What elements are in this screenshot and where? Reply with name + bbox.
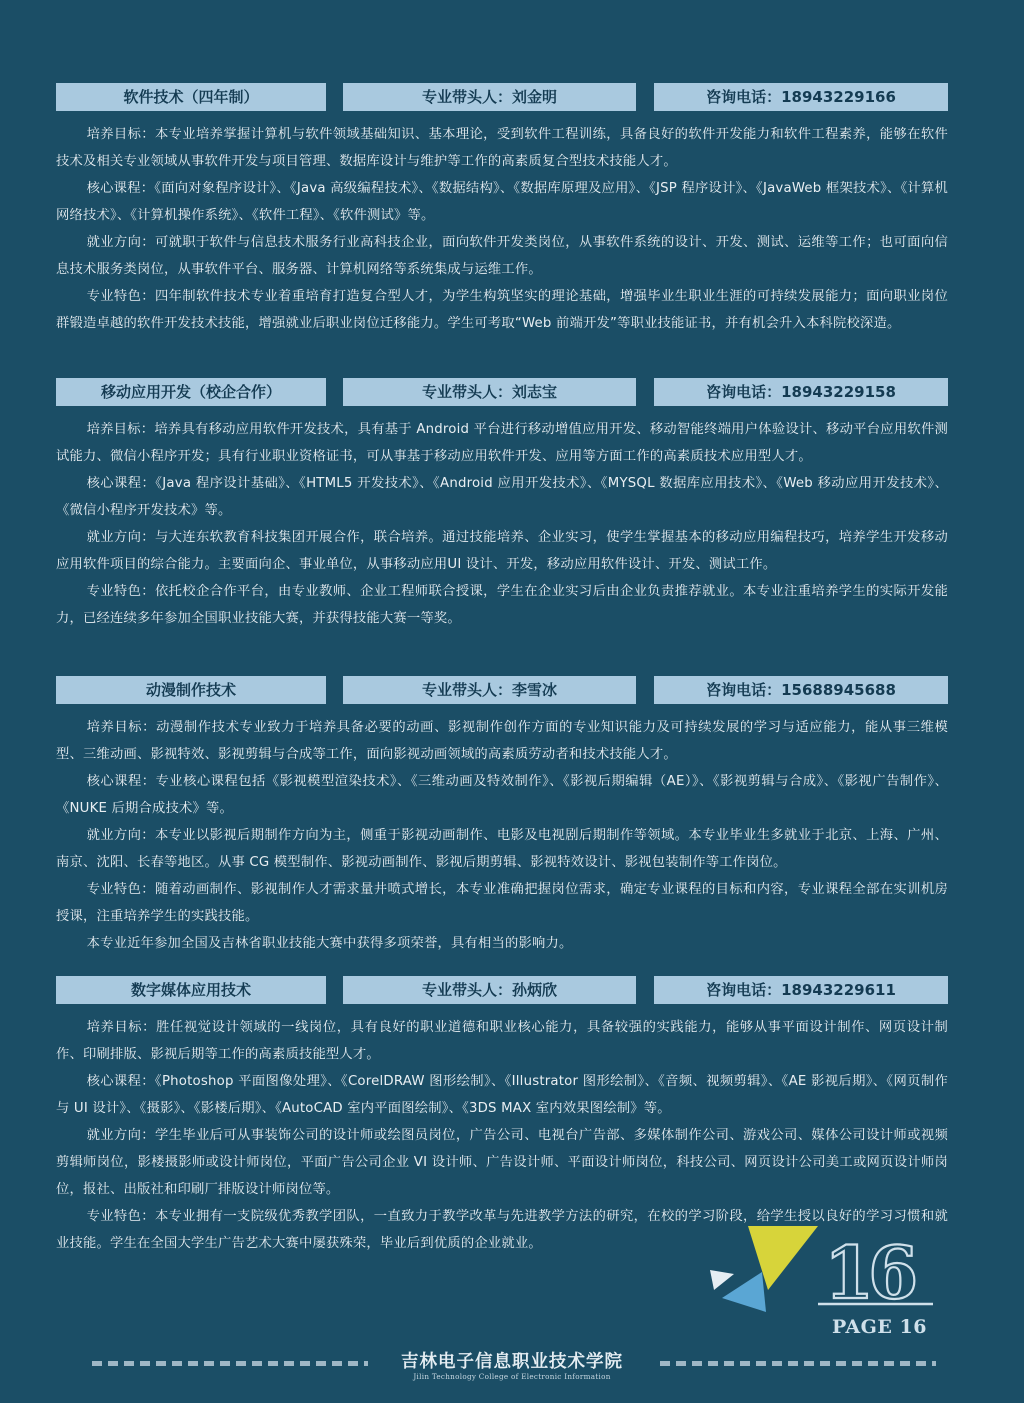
major-name: 移动应用开发（校企合作） (56, 378, 326, 406)
paragraph-features: 专业特色：依托校企合作平台，由专业教师、企业工程师联合授课，学生在企业实习后由企业负责推荐就业。本专业注重培养学生的实际开发能力，已经连续多年参加全国职业技能大赛，并获得技能大赛一等奖。 (56, 584, 948, 626)
major-header (56, 83, 948, 111)
paragraph-goal: 培养目标：胜任视觉设计领域的一线岗位，具有良好的职业道德和职业核心能力，具备较强的实践能力，能够从事平面设计制作、网页设计制作、印刷排版、影视后期等工作的高素质技能型人才。 (56, 1020, 948, 1062)
white-triangle (710, 1270, 734, 1290)
page-number-text: 16 (824, 1240, 913, 1308)
major-header (56, 378, 948, 406)
paragraph-careers: 就业方向：与大连东软教育科技集团开展合作，联合培养。通过技能培养、企业实习，使学生掌握基本的移动应用编程技巧，培养学生开发移动应用软件项目的综合能力。主要面向企、事业单位，从事移动应用UI 设计、开发，移动应用软件设计、开发、测试工作。 (56, 530, 948, 572)
major-name: 动漫制作技术 (56, 676, 326, 704)
major-phone: 咨询电话：15688945688 (654, 676, 948, 704)
paragraph-courses: 核心课程：《面向对象程序设计》、《Java 高级编程技术》、《数据结构》、《数据库原理及应用》、《JSP 程序设计》、《JavaWeb 框架技术》、《计算机网络技术》、《计算机操作系统》、《软件工程》、《软件测试》等。 (56, 181, 948, 223)
paragraph-features: 专业特色：随着动画制作、影视制作人才需求量井喷式增长，本专业准确把握岗位需求，确定专业课程的目标和内容，专业课程全部在实训机房授课，注重培养学生的实践技能。 (56, 882, 948, 924)
paragraph-courses: 核心课程：专业核心课程包括《影视模型渲染技术》、《三维动画及特效制作》、《影视后期编辑（AE）》、《影视剪辑与合成》、《影视广告制作》、《NUKE 后期合成技术》等。 (56, 774, 948, 816)
major-section-mobile (56, 378, 948, 632)
major-phone: 咨询电话：18943229158 (654, 378, 948, 406)
paragraph-careers: 就业方向：本专业以影视后期制作方向为主，侧重于影视动画制作、电影及电视剧后期制作等领域。本专业毕业生多就业于北京、上海、广州、南京、沈阳、长春等地区。从事 CG 模型制作、影视动画制作、影视后期剪辑、影视特效设计、影视包装制作等工作岗位。 (56, 828, 948, 870)
major-name: 软件技术（四年制） (56, 83, 326, 111)
page-label: PAGE 16 (832, 1316, 927, 1338)
school-name-cn: 吉林电子信息职业技术学院 (401, 1352, 623, 1372)
paragraph-goal: 培养目标：动漫制作技术专业致力于培养具备必要的动画、影视制作创作方面的专业知识能力及可持续发展的学习与适应能力，能从事三维模型、三维动画、影视特效、影视剪辑与合成等工作，面向影视动画领域的高素质劳动者和技术技能人才。 (56, 720, 948, 762)
paragraph-courses: 核心课程：《Java 程序设计基础》、《HTML5 开发技术》、《Android 应用开发技术》、《MYSQL 数据库应用技术》、《Web 移动应用开发技术》、《微信小程序开发技术》等。 (56, 476, 948, 518)
decorative-triangles (700, 1218, 825, 1318)
major-phone: 咨询电话：18943229166 (654, 83, 948, 111)
paragraph-goal: 培养目标：本专业培养掌握计算机与软件领域基础知识、基本理论，受到软件工程训练，具备良好的软件开发能力和软件工程素养，能够在软件技术及相关专业领域从事软件开发与项目管理、数据库设计与维护等工作的高素质复合型技术技能人才。 (56, 127, 948, 169)
major-name: 数字媒体应用技术 (56, 976, 326, 1004)
major-header (56, 976, 948, 1004)
major-header (56, 676, 948, 704)
paragraph-features: 专业特色：本专业拥有一支院级优秀教学团队，一直致力于教学改革与先进教学方法的研究，在校的学习阶段，给学生授以良好的学习习惯和就业技能。学生在全国大学生广告艺术大赛中屡获殊荣，毕业后到优质的企业就业。 (56, 1209, 948, 1251)
paragraph-courses: 核心课程：《Photoshop 平面图像处理》、《CorelDRAW 图形绘制》、《Illustrator 图形绘制》、《音频、视频剪辑》、《AE 影视后期》、《网页制作与 UI 设计》、《摄影》、《影楼后期》、《AutoCAD 室内平面图绘制》、《3DS MAX 室内效果图绘制》等。 (56, 1074, 948, 1116)
major-section-animation (56, 676, 948, 957)
paragraph-features: 专业特色：四年制软件技术专业着重培育打造复合型人才，为学生构筑坚实的理论基础，增强毕业生职业生涯的可持续发展能力；面向职业岗位群锻造卓越的软件开发技术技能，增强就业后职业岗位迁移能力。学生可考取“Web 前端开发”等职业技能证书，并有机会升入本科院校深造。 (56, 289, 948, 331)
major-section-software (56, 83, 948, 337)
paragraph-awards: 本专业近年参加全国及吉林省职业技能大赛中获得多项荣誉，具有相当的影响力。 (86, 936, 573, 951)
school-name-en: Jilin Technology College of Electronic Information (413, 1372, 611, 1381)
page-number-large (818, 1240, 933, 1308)
major-leader: 专业带头人：刘金明 (343, 83, 636, 111)
major-leader: 专业带头人：李雪冰 (343, 676, 636, 704)
paragraph-careers: 就业方向：学生毕业后可从事装饰公司的设计师或绘图员岗位，广告公司、电视台广告部、多媒体制作公司、游戏公司、媒体公司设计师或视频剪辑师岗位，影楼摄影师或设计师岗位，平面广告公司企业 VI 设计师、广告设计师、平面设计师岗位，科技公司、网页设计公司美工或网页设计师岗位，报社、出版社和印刷厂排版设计师岗位等。 (56, 1128, 948, 1197)
major-leader: 专业带头人：孙炳欣 (343, 976, 636, 1004)
major-section-digital-media (56, 976, 948, 1257)
paragraph-goal: 培养目标：培养具有移动应用软件开发技术，具有基于 Android 平台进行移动增值应用开发、移动智能终端用户体验设计、移动平台应用软件测试能力、微信小程序开发；具有行业职业资格证书，可从事基于移动应用软件开发、应用等方面工作的高素质技术应用型人才。 (56, 422, 948, 464)
major-leader: 专业带头人：刘志宝 (343, 378, 636, 406)
paragraph-careers: 就业方向：可就职于软件与信息技术服务行业高科技企业，面向软件开发类岗位，从事软件系统的设计、开发、测试、运维等工作；也可面向信息技术服务类岗位，从事软件平台、服务器、计算机网络等系统集成与运维工作。 (56, 235, 948, 277)
footer-dash-left (92, 1361, 368, 1366)
major-phone: 咨询电话：18943229611 (654, 976, 948, 1004)
footer-dash-right (660, 1361, 936, 1366)
